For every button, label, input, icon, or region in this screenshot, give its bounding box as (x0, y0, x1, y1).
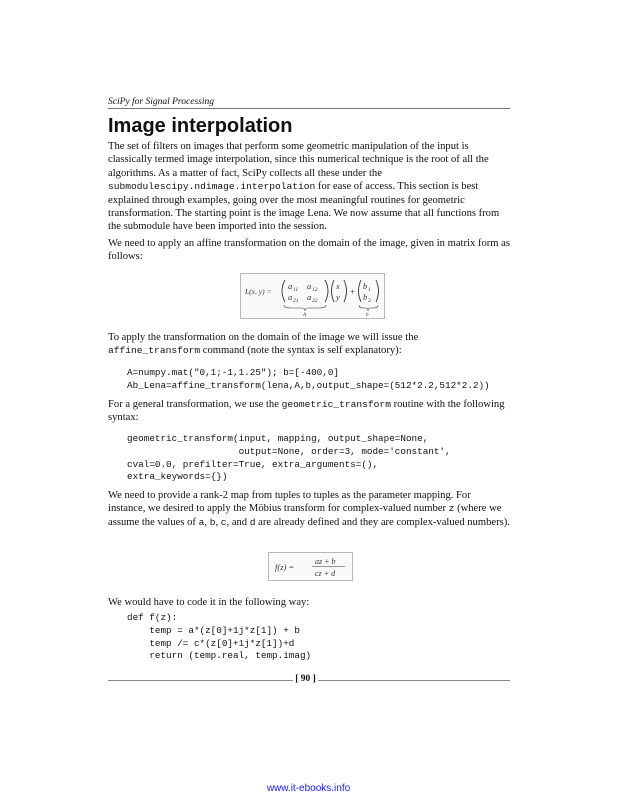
code-block-geometric: geometric_transform(input, mapping, output_shape=None, output=None, order=3, mode='constant', cval=0.0, prefilter=True, extra_arguments=(), extra_keywords={}) (127, 433, 451, 483)
svg-text:b: b (366, 313, 369, 318)
mobius-equation (268, 552, 353, 581)
inline-code-geometric-transform: geometric_transform (281, 399, 391, 410)
affine-equation (240, 273, 385, 319)
page-number: [ 90 ] (295, 674, 316, 684)
svg-text:cz + d: cz + d (315, 569, 336, 578)
footer-rule-left (108, 680, 293, 681)
inline-code-b: b (209, 516, 216, 528)
svg-text:2: 2 (368, 298, 371, 304)
svg-text:A: A (303, 313, 307, 318)
svg-text:az + b: az + b (315, 557, 336, 566)
svg-text:L(x, y) =: L(x, y) = (245, 287, 272, 296)
paragraph-affine-transform: To apply the transformation on the domain of the image we will issue the affine_transform command (note the syntax is self explanatory): (108, 332, 419, 357)
inline-code-z: z (448, 503, 455, 515)
paragraph-mobius: We need to provide a rank-2 map from tuples to tuples as the parameter mapping. For instance, we desired to apply the Möbius transform for complex-valued number z (where we assume the values of a, b, c, and d are already defined and they are complex-valued numbers). (108, 490, 510, 528)
paragraph-code-intro: We would have to code it in the following way: (108, 597, 310, 608)
svg-text:21: 21 (293, 298, 299, 304)
paragraph-intro: The set of filters on images that perform some geometric manipulation of the input is classically termed image interpolation, since this numerical technique is the root of all the algorithms. As a matter of fact, SciPy collects all these under the submodulescipy.ndimage.interpolation for ease of access. This section is best explained through examples, going over the most meaningful routines for geometric transformation. The starting point is the image Lena. We now assume that all functions from the submodule have been imported into the session. (108, 141, 500, 233)
svg-text:a: a (307, 281, 312, 291)
website-link[interactable]: www.it-ebooks.info (266, 783, 351, 794)
inline-code-c: c (220, 516, 227, 528)
svg-text:a: a (288, 292, 293, 302)
svg-text:b: b (363, 281, 368, 291)
svg-text:f(z) =: f(z) = (275, 562, 295, 572)
code-block-affine: A=numpy.mat("0,1;-1,1.25"); b=[-400,0] Ab_Lena=affine_transform(lena,A,b,output_shape=(512*2.2,512*2.2)) (127, 367, 490, 391)
svg-text:x: x (336, 281, 340, 291)
inline-code-submodule: submodulescipy.ndimage.interpolation (108, 181, 316, 193)
svg-text:+: + (350, 287, 356, 297)
running-header: SciPy for Signal Processing (108, 97, 214, 107)
svg-text:a: a (307, 292, 312, 302)
paragraph-affine-intro: We need to apply an affine transformation on the domain of the image, given in matrix form as follows: (108, 238, 510, 263)
header-rule (108, 108, 510, 109)
affine-equation-graphic (241, 274, 384, 318)
svg-text:12: 12 (312, 287, 318, 293)
paragraph-geometric-transform: For a general transformation, we use the geometric_transform routine with the following syntax: (108, 399, 505, 424)
svg-text:y: y (336, 292, 340, 302)
footer-rule-right (318, 680, 510, 681)
svg-text:11: 11 (293, 287, 299, 293)
svg-text:b: b (363, 292, 368, 302)
mobius-equation-graphic (269, 553, 352, 580)
svg-text:a: a (288, 281, 293, 291)
code-block-mobius: def f(z): temp = a*(z[0]+1j*z[1]) + b temp /= c*(z[0]+1j*z[1])+d return (temp.real, temp.imag) (127, 612, 312, 662)
inline-code-d: d (249, 516, 256, 528)
inline-code-affine-transform: affine_transform (108, 345, 201, 357)
inline-code-a: a (198, 516, 205, 528)
section-title: Image interpolation (108, 115, 293, 137)
svg-text:22: 22 (312, 298, 318, 304)
svg-text:1: 1 (368, 287, 371, 293)
